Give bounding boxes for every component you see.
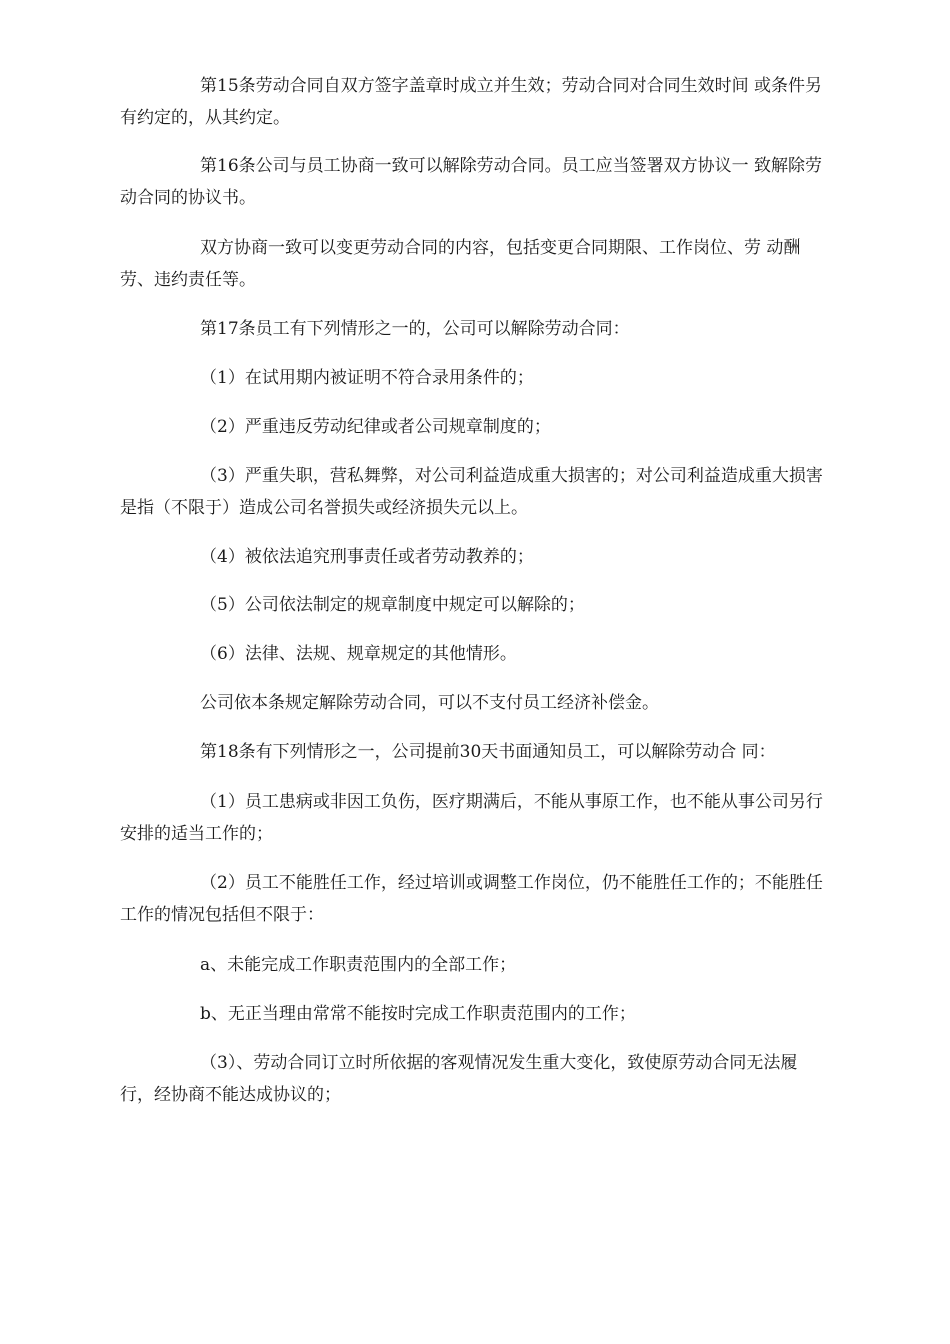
article-18-item-2-b: b、无正当理由常常不能按时完成工作职责范围内的工作； (200, 1004, 636, 1024)
article-18-item-2-a: a、未能完成工作职责范围内的全部工作； (200, 955, 517, 975)
article-18: 第18条有下列情形之一，公司提前30天书面通知员工，可以解除劳动合 同： (200, 742, 776, 762)
article-16: 第16条公司与员工协商一致可以解除劳动合同。员工应当签署双方协议一 致解除劳动合同的协议书。 (120, 156, 823, 208)
article-17-note: 公司依本条规定解除劳动合同，可以不支付员工经济补偿金。 (200, 693, 659, 713)
article-18-item-1: （1）员工患病或非因工负伤，医疗期满后，不能从事原工作，也不能从事公司另行安排的适当工作的； (120, 792, 823, 844)
article-17-item-3: （3）严重失职，营私舞弊，对公司利益造成重大损害的；对公司利益造成重大损害是指（不限于）造成公司名誉损失或经济损失元以上。 (120, 466, 823, 518)
article-17-item-1: （1）在试用期内被证明不符合录用条件的； (200, 368, 534, 388)
article-17-item-2: （2）严重违反劳动纪律或者公司规章制度的； (200, 417, 551, 437)
article-18-item-2: （2）员工不能胜任工作，经过培训或调整工作岗位，仍不能胜任工作的；不能胜任工作的情况包括但不限于： (120, 873, 823, 925)
article-18-item-3: （3）、劳动合同订立时所依据的客观情况发生重大变化，致使原劳动合同无法履行，经协商不能达成协议的； (120, 1053, 798, 1105)
article-15: 第15条劳动合同自双方签字盖章时成立并生效；劳动合同对合同生效时间 或条件另有约定的，从其约定。 (120, 76, 823, 128)
article-16-amendment: 双方协商一致可以变更劳动合同的内容，包括变更合同期限、工作岗位、劳 动酬劳、违约责任等。 (120, 238, 801, 290)
article-17: 第17条员工有下列情形之一的，公司可以解除劳动合同： (200, 319, 630, 339)
article-17-item-4: （4）被依法追究刑事责任或者劳动教养的； (200, 547, 534, 567)
article-17-item-6: （6）法律、法规、规章规定的其他情形。 (200, 644, 517, 664)
article-17-item-5: （5）公司依法制定的规章制度中规定可以解除的； (200, 595, 585, 615)
